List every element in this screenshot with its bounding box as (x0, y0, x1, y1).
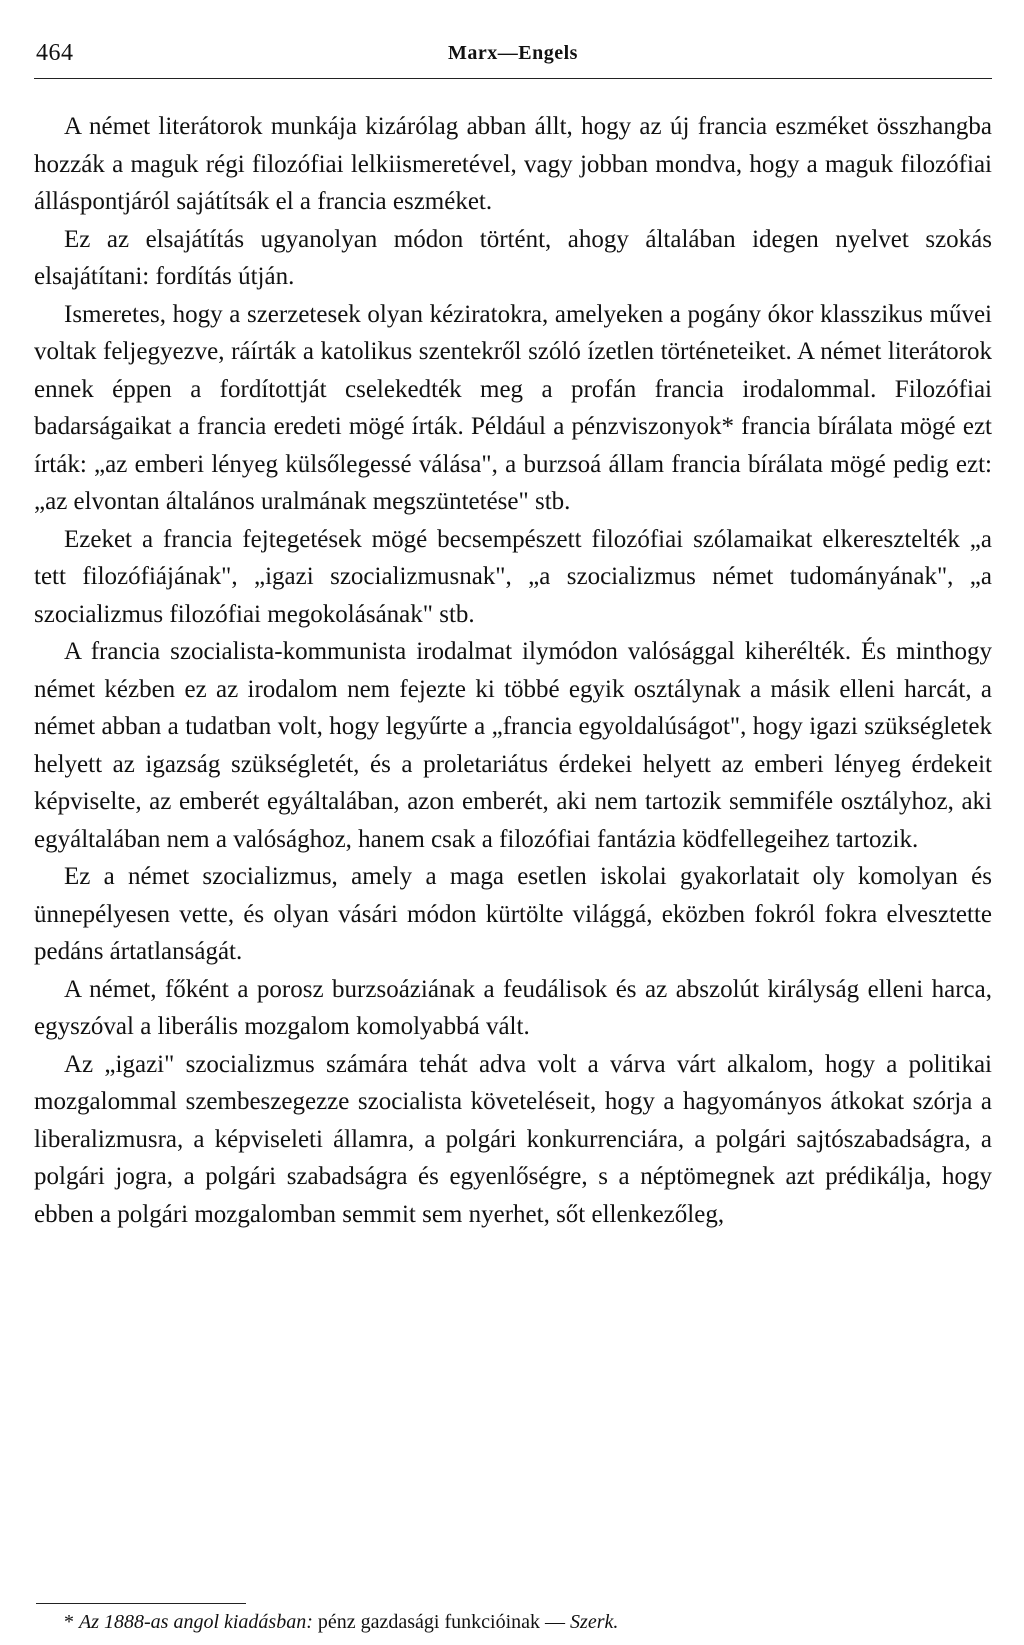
main-text (34, 108, 992, 1233)
paragraph: Az „igazi" szocializmus számára tehát adva volt a várva várt alkalom, hogy a politikai mozgalommal szembeszegezze szocialista követeléseit, hogy a hagyományos átkokat szórja a liberalizmusra, a képviseleti államra, a polgári konkurrenciára, a polgári sajtószabadságra, a polgári jogra, a polgári szabadságra és egyenlőségre, s a néptömegnek azt prédikálja, hogy ebben a polgári mozgalomban semmit sem nyerhet, sőt ellenkezőleg, (34, 1050, 992, 1228)
footnote-editor: Szerk. (570, 1611, 619, 1633)
page-number: 464 (36, 40, 74, 66)
paragraph: A francia szocialista-kommunista irodalmat ilymódon valósággal kiherélték. És minthogy német kézben ez az irodalom nem fejezte ki többé egyik osztálynak a másik elleni harcát, a német abban a tudatban volt, hogy legyűrte a „francia egyoldalúságot", hogy igazi szükségletek helyett az igazság szükségletét, és a proletariátus érdekei helyett az emberi lényeg érdekeit képviselte, az emberét egyáltalában, azon emberét, aki nem tartozik semmiféle osztályhoz, aki egyáltalában nem a valósághoz, hanem csak a filozófiai fantázia ködfellegeihez tartozik. (34, 638, 992, 853)
paragraph: A német literátorok munkája kizárólag abban állt, hogy az új francia eszméket összhangba hozzák a maguk régi filozófiai lelkiismeretével, vagy jobban mondva, hogy a maguk filozófiai álláspontjáról sajátítsák el a francia eszméket. (34, 113, 992, 215)
book-page (34, 0, 992, 1645)
footnote-source: Az 1888-as angol kiadásban: (79, 1611, 313, 1633)
footnote-divider (36, 1603, 246, 1604)
paragraph: Ez az elsajátítás ugyanolyan módon történt, ahogy általában idegen nyelvet szokás elsajátítani: fordítás útján. (34, 225, 992, 290)
page-header (34, 38, 992, 79)
paragraph: A német, főként a porosz burzsoáziának a feudálisok és az abszolút királyság elleni harca, egyszóval a liberális mozgalom komolyabbá vált. (34, 975, 992, 1040)
footnote-text: pénz gazdasági funkcióinak — (312, 1611, 571, 1633)
footnote-marker: * (64, 1611, 79, 1633)
paragraph: Ismeretes, hogy a szerzetesek olyan kéziratokra, amelyeken a pogány ókor klasszikus művei voltak feljegyezve, ráírták a katolikus szentekről szóló ízetlen történeteiket. A német literátorok ennek éppen a fordítottját cselekedték meg a profán francia irodalommal. Filozófiai badarságaikat a francia eredeti mögé írták. Például a pénzviszonyok* francia bírálata mögé ezt írták: „az emberi lényeg külsőlegessé válása", a burzsoá állam francia bírálata mögé pedig ezt: „az elvontan általános uralmának megszüntetése" stb. (34, 300, 992, 515)
footnote (64, 1611, 618, 1634)
running-head: Marx—Engels (448, 42, 578, 64)
paragraph: Ezeket a francia fejtegetések mögé becsempészett filozófiai szólamaikat elkeresztelték „a tett filozófiájának", „igazi szocializmusnak", „a szocializmus német tudományának", „a szocializmus filozófiai megokolásának" stb. (34, 525, 992, 628)
paragraph: Ez a német szocializmus, amely a maga esetlen iskolai gyakorlatait oly komolyan és ünnepélyesen vette, és olyan vásári módon kürtölte világgá, eközben fokról fokra elvesztette pedáns ártatlanságát. (34, 863, 992, 965)
